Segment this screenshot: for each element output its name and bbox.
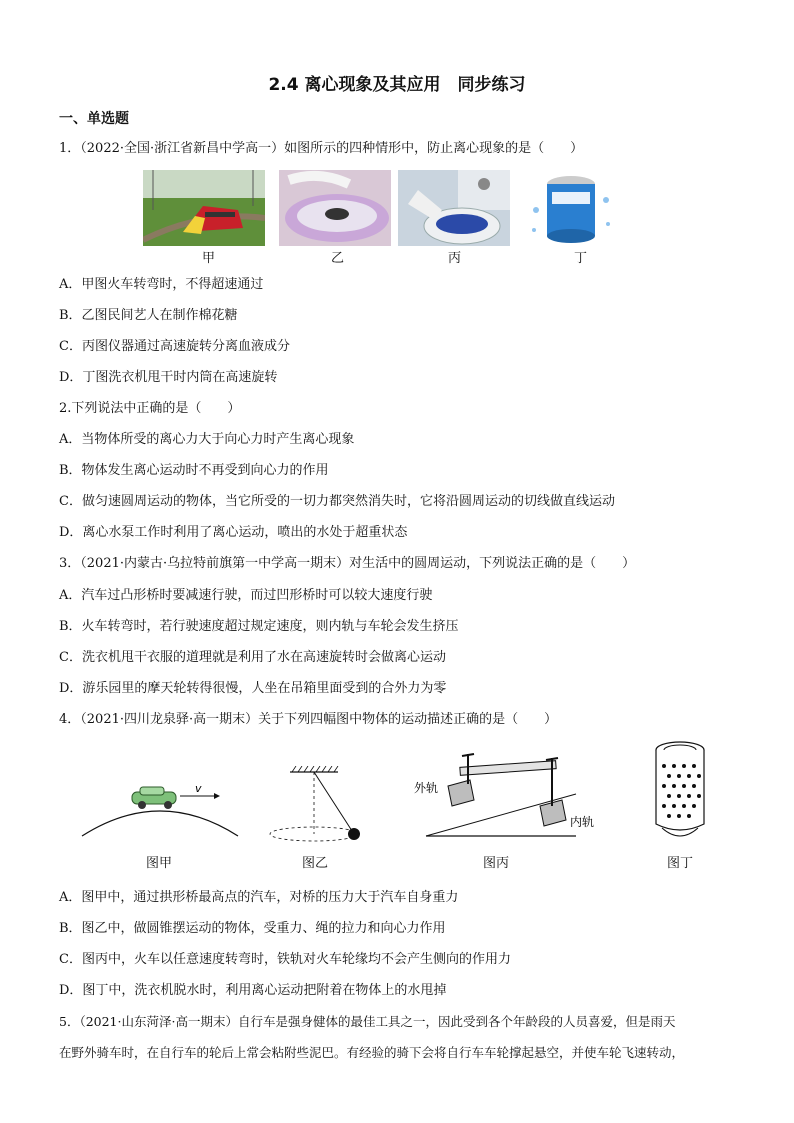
photo-train [143,170,265,246]
q1-option-c: C．丙图仪器通过高速旋转分离血液成分 [59,339,290,354]
q1-option-d: D．丁图洗衣机甩干时内筒在高速旋转 [59,370,278,385]
figure-banked-rail [408,744,604,840]
figure-arch-bridge [80,778,240,840]
q1-caption-yi: 乙 [331,251,345,266]
label-velocity: v [195,782,202,795]
q1-caption-bing: 丙 [448,251,462,266]
section-heading: 一、单选题 [59,111,129,127]
q5-line-1: 5．（2021·山东菏泽·高一期末）自行车是强身健体的最佳工具之一，因此受到各个年龄段的人员喜爱，但是雨天 [59,1014,676,1029]
q4-caption-ding: 图丁 [667,856,694,871]
q4-option-a: A．图甲中，通过拱形桥最高点的汽车，对桥的压力大于汽车自身重力 [59,890,459,905]
figure-conical-pendulum [266,766,370,846]
q2-option-b: B．物体发生离心运动时不再受到向心力的作用 [59,463,329,478]
q1-option-a: A．甲图火车转弯时，不得超速通过 [59,277,264,292]
q3-stem: 3．（2021·内蒙古·乌拉特前旗第一中学高一期末）对生活中的圆周运动，下列说法正确的是（ ） [59,556,636,571]
q3-option-c: C．洗衣机甩干衣服的道理就是利用了水在高速旋转时会做离心运动 [59,650,446,665]
q3-option-b: B．火车转弯时，若行驶速度超过规定速度，则内轨与车轮会发生挤压 [59,619,459,634]
q1-caption-ding: 丁 [574,251,588,266]
photo-washer [528,170,614,246]
q2-option-a: A．当物体所受的离心力大于向心力时产生离心现象 [59,432,355,447]
page-title: 2.4 离心现象及其应用 同步练习 [268,75,526,95]
q4-caption-bing: 图丙 [483,856,510,871]
q4-caption-jia: 图甲 [146,856,173,871]
q1-option-b: B．乙图民间艺人在制作棉花糖 [59,308,238,323]
q4-caption-yi: 图乙 [302,856,329,871]
label-inner-rail: 内轨 [570,815,595,829]
label-outer-rail: 外轨 [414,781,439,795]
q3-option-a: A．汽车过凸形桥时要减速行驶，而过凹形桥时可以较大速度行驶 [59,588,433,603]
q5-line-2: 在野外骑车时，在自行车的轮后上常会粘附些泥巴。有经验的骑下会将自行车车轮撑起悬空，并使车轮飞速转动， [59,1045,685,1060]
q1-caption-jia: 甲 [202,251,216,266]
q2-option-d: D．离心水泵工作时利用了离心运动，喷出的水处于超重状态 [59,525,408,540]
q2-stem: 2.下列说法中正确的是（ ） [59,401,241,416]
q1-stem: 1．（2022·全国·浙江省新昌中学高一）如图所示的四种情形中，防止离心现象的是（ ） [59,141,584,156]
figure-washer-drum [650,740,710,844]
photo-centrifuge [398,170,510,246]
q4-option-d: D．图丁中，洗衣机脱水时，利用离心运动把附着在物体上的水甩掉 [59,983,447,998]
q4-stem: 4．（2021·四川龙泉驿·高一期末）关于下列四幅图中物体的运动描述正确的是（ ） [59,712,558,727]
q4-option-c: C．图丙中，火车以任意速度转弯时，铁轨对火车轮缘均不会产生侧向的作用力 [59,952,511,967]
q4-option-b: B．图乙中，做圆锥摆运动的物体，受重力、绳的拉力和向心力作用 [59,921,446,936]
q3-option-d: D．游乐园里的摩天轮转得很慢，人坐在吊箱里面受到的合外力为零 [59,681,447,696]
q2-option-c: C．做匀速圆周运动的物体，当它所受的一切力都突然消失时，它将沿圆周运动的切线做直线运动 [59,494,615,509]
photo-cotton-candy [279,170,391,246]
